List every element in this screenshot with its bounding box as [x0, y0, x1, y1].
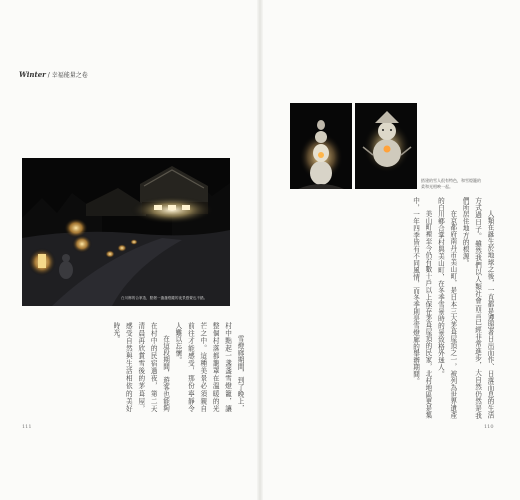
- left-body-text: [22, 322, 246, 412]
- village-night-photo: [22, 158, 230, 306]
- right-paragraph-3: 美山町裡至今仍有數十戶以上保存茅葺屋頂的民家，北村地區更是集中，一年四季皆有不同風情，而冬季則是雪燈廊的舉辦期間。: [411, 197, 432, 419]
- header-season: Winter: [19, 70, 46, 79]
- right-page-number: 110: [484, 424, 494, 430]
- header-subtitle: 幸福能量之卷: [51, 72, 88, 79]
- right-paragraph-2: 在京都府南丹市美山町，是日本三大茅葺屋頂之一，被列為世界遺產的白川鄉合掌村與美山町，在冬季雪景時的景致格外迷人。: [436, 197, 457, 419]
- right-body-text: [272, 197, 496, 419]
- right-paragraph-1: 人類在誕生於地球之後，一直都是遵照著日出而作、日落而息的生活方式過日子。雖然我們以人類社會而言已經非常進步，大自然仍然是我們所居住地方的根源。: [461, 197, 494, 419]
- book-gutter: [257, 0, 263, 500]
- snowman-lantern-photo-2: [355, 103, 417, 189]
- left-paragraph-1: 雪燈廊期間，到了晚上，村中點起一盞盞雪燈籠，讓整個村落都籠罩在溫暖的光芒之中。這種美景必須親自前往才能感受，那份寧靜令人難以忘懷。: [173, 322, 244, 412]
- village-photo-caption: 白川鄉的合掌造，點燃一盞盞燈籠的夜景感覺也不錯。: [121, 296, 208, 300]
- left-paragraph-2: 在這段期間，遊客也能夠在村中的民宿過夜，第二天清晨再欣賞雪後的茅葺屋，感受自然與生活相依的美好時光。: [111, 322, 170, 412]
- left-page-number: 111: [22, 424, 32, 430]
- running-header: [19, 70, 88, 79]
- header-separator: /: [47, 72, 50, 79]
- snowman-photo-caption: 搭建的雪人很有特色，和雪燈籠的柔和光相映一起。: [421, 178, 481, 189]
- snowman-lantern-photo-1: [290, 103, 352, 189]
